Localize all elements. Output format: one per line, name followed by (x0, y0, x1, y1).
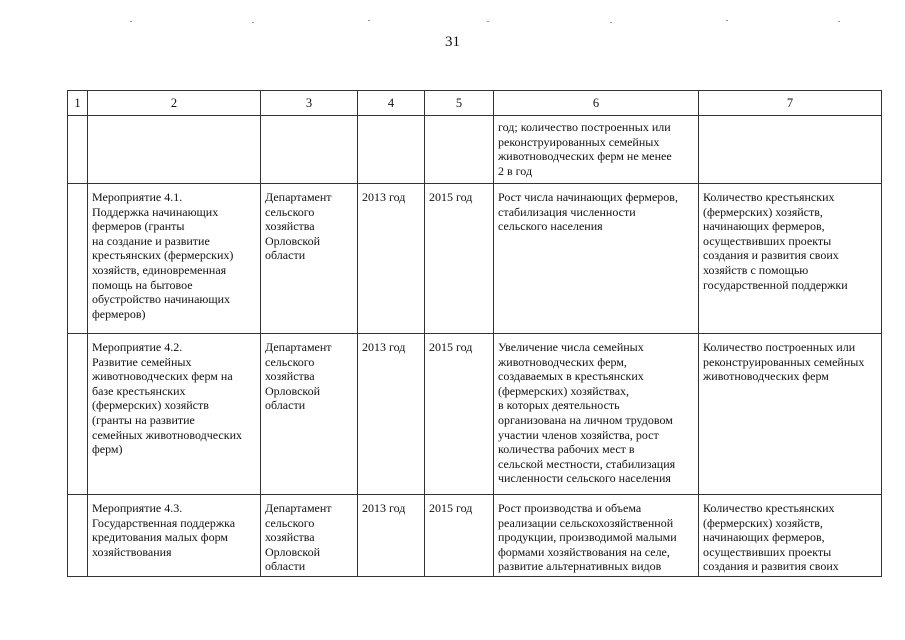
executor-cell: Департамент сельского хозяйства Орловской области (261, 334, 358, 495)
start-year-cell: 2013 год (358, 334, 425, 495)
table-header-row (68, 91, 882, 116)
header-cell: 5 (425, 91, 494, 116)
end-year-cell: 2015 год (425, 334, 494, 495)
number-cell (68, 495, 88, 577)
header-cell: 4 (358, 91, 425, 116)
measure-cell: Мероприятие 4.1. Поддержка начинающих фермеров (гранты на создание и развитие крестьянских (фермерских) хозяйств, единовременная помощь на бытовое обустройство начинающих фермеров) (88, 184, 261, 334)
end-year-cell: 2015 год (425, 184, 494, 334)
executor-cell: Департамент сельского хозяйства Орловской области (261, 495, 358, 577)
expected-result-cell: Рост производства и объема реализации сельскохозяйственной продукции, производимой малыми формами хозяйствования на селе, развитие альтернативных видов (494, 495, 699, 577)
scan-speck (252, 22, 254, 23)
end-year-cell (425, 116, 494, 184)
scan-speck (610, 22, 612, 23)
table-row (68, 495, 882, 577)
indicator-cell: Количество крестьянских (фермерских) хозяйств, начинающих фермеров, осуществивших проекты создания и развития своих (699, 495, 882, 577)
indicator-cell: Количество построенных или реконструированных семейных животноводческих ферм (699, 334, 882, 495)
table-row (68, 184, 882, 334)
header-cell: 7 (699, 91, 882, 116)
table-row (68, 334, 882, 495)
start-year-cell: 2013 год (358, 495, 425, 577)
number-cell (68, 334, 88, 495)
table-row (68, 116, 882, 184)
number-cell (68, 116, 88, 184)
indicator-cell: Количество крестьянских (фермерских) хозяйств, начинающих фермеров, осуществивших проекты создания и развития своих хозяйств с помощью государственной поддержки (699, 184, 882, 334)
scan-speck (726, 20, 728, 21)
measure-cell (88, 116, 261, 184)
scan-speck (368, 20, 370, 21)
number-cell (68, 184, 88, 334)
measure-cell: Мероприятие 4.3. Государственная поддержка кредитования малых форм хозяйствования (88, 495, 261, 577)
start-year-cell: 2013 год (358, 184, 425, 334)
expected-result-cell: Увеличение числа семейных животноводческих ферм, создаваемых в крестьянских (фермерских) хозяйствах, в которых деятельность организована на личном трудовом участии членов хозяйства, рост количества рабочих мест в сельской местности, стабилизация численности сельского населения (494, 334, 699, 495)
end-year-cell: 2015 год (425, 495, 494, 577)
indicator-cell (699, 116, 882, 184)
scan-speck (838, 21, 840, 22)
header-cell: 2 (88, 91, 261, 116)
executor-cell: Департамент сельского хозяйства Орловской области (261, 184, 358, 334)
scan-speck (130, 21, 132, 22)
header-cell: 1 (68, 91, 88, 116)
header-cell: 6 (494, 91, 699, 116)
expected-result-cell: год; количество построенных или реконструированных семейных животноводческих ферм не менее 2 в год (494, 116, 699, 184)
measures-table (67, 90, 882, 577)
expected-result-cell: Рост числа начинающих фермеров, стабилизация численности сельского населения (494, 184, 699, 334)
start-year-cell (358, 116, 425, 184)
scan-speck (487, 21, 489, 22)
executor-cell (261, 116, 358, 184)
header-cell: 3 (261, 91, 358, 116)
measure-cell: Мероприятие 4.2. Развитие семейных животноводческих ферм на базе крестьянских (фермерских) хозяйств (гранты на развитие семейных животноводческих ферм) (88, 334, 261, 495)
page-number: 31 (445, 34, 460, 50)
